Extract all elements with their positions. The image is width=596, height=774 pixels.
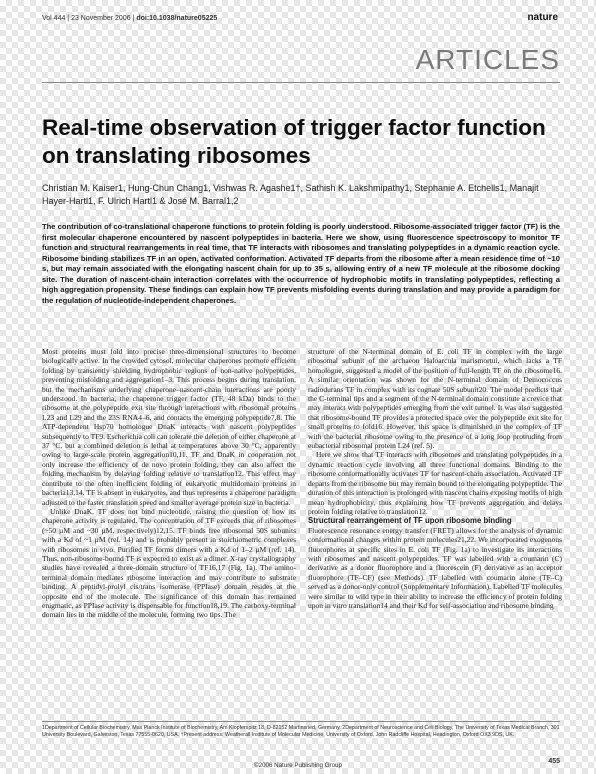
footnote-rule <box>42 721 560 722</box>
author-list: Christian M. Kaiser1, Hung-Chun Chang1, Vishwas R. Agashe1†, Sathish K. Lakshmipathy1, Stephanie A. Etchells1, Manajit Hayer-Hartl1, F. Ulrich Hartl1 & José M. Barral1,2 <box>42 183 539 206</box>
abstract: The contribution of co-translational chaperone functions to protein folding is poorly understood. Ribosome-associated trigger factor (TF) is the first molecular chaperone encountered by nascent polypeptides in bacteria. Here we show, using fluorescence spectroscopy to monitor TF function and structural rearrangements in real time, that TF interacts with ribosomes and translating polypeptides in a dynamic reaction cycle. Ribosome binding stabilizes TF in an open, activated conformation. Activated TF departs from the ribosome after a mean residence time of ~10 s, but may remain associated with the elongating nascent chain for up to 35 s, allowing entry of a new TF molecule at the ribosome docking site. The duration of nascent-chain interaction correlates with the occurrence of hydrophobic motifs in translating polypeptides, reflecting a high aggregation propensity. These findings can explain how TF prevents misfolding events during translation and may provide a paradigm for the regulation of nucleotide-independent chaperones. <box>42 222 560 305</box>
volume-text: Vol 444 | 23 November 2006 | <box>42 15 135 22</box>
section-label: ARTICLES <box>415 44 560 75</box>
section-subheading: Structural rearrangement of TF upon ribosome binding <box>308 516 512 526</box>
article-title: Real-time observation of trigger factor function on translating ribosomes <box>42 115 546 168</box>
body-column-right <box>308 347 562 717</box>
body-column-left <box>42 347 296 717</box>
paragraph: Unlike DnaK, TF does not bind nucleotide, raising the question of how its chaperone activity is regulated. The concentration of TF exceeds that of ribosomes (~50 µM and ~30 µM, respectively)12,15. TF binds free ribosomal 50S subunits with a Kd of ~1 µM (ref. 14) and is probably present in stoichiometric complexes with ribosomes in vivo. Purified TF forms dimers with a Kd of 1–2 µM (ref. 14). Thus, non-ribosome-bound TF is expected to exist as a dimer. X-ray crystallography studies have revealed a three-domain structure of TF16,17 (Fig. 1a). The amino-terminal domain mediates ribosome interaction and may contribute to substrate binding. A peptidyl-prolyl cis/trans isomerase (PPIase) domain resides at the opposite end of the molecule. The significance of this domain has remained enigmatic, as PPIase activity is dispensable for function18,19. The carboxy-terminal domain lies in the middle of the molecule, forming two tips. The <box>42 506 296 620</box>
paragraph: Fluorescence resonance energy transfer (FRET) allows for the analysis of dynamic conformational changes within protein molecules21,22. We incorporated exogenous fluorophores at specific sites in E. coli TF (Fig. 1a) to investigate its interactions with ribosomes and nascent polypeptides. TF was labelled with a coumarin (C) derivative as a donor fluorophore and a fluorescein (F) derivative as an acceptor fluorophore (TF–CF) (see Methods). TF labelled with coumarin alone (TF–C) served as a donor-only control (Supplementary Information). Labelled TF molecules were similar to wild type in their ability to increase the efficiency of protein folding upon in vitro translation14 and their Kd for self-association and ribosome binding <box>308 525 562 610</box>
paragraph: structure of the N-terminal domain of E. coli TF in complex with the large ribosomal subunit of the archaeon Haloarcula marismortui, which lacks a TF homologue, suggested a model of the position of full-length TF on the ribosome16. A similar orientation was shown for the N-terminal domain of Deinococcus radiodurans TF in complex with its cognate 50S subunit20. The model predicts that the C-terminal tips and a segment of the N-terminal domain constitute a crevice that may interact with polypeptides emerging from the exit tunnel. It was also suggested that ribosome-bound TF provides a protected space over the polypeptide exit site for small proteins to fold16. However, this space is diminished in the complex of TF with the bacterial ribosome owing to the presence of a long loop protruding from eubacterial ribosomal protein L24 (ref. 5). <box>308 347 562 451</box>
journal-name: nature <box>527 12 558 23</box>
doi-text[interactable]: doi:10.1038/nature05225 <box>136 15 218 22</box>
volume-line <box>42 15 217 22</box>
paragraph: Most proteins must fold into precise three-dimensional structures to become biologically active. In the crowded cytosol, molecular chaperones promote efficient folding by transiently shielding hydrophobic regions of non-native polypeptides, preventing misfolding and aggregation1–3. This process begins during translation, but the mechanisms underlying chaperone–nascent-chain interactions are poorly understood. In bacteria, the chaperone trigger factor (TF, 48 kDa) binds to the ribosome at the polypeptide exit site through interactions with ribosomal proteins L23 and L29 and the 23S RNA4–6, and contacts the emerging polypeptide7,8. The ATP-dependent Hsp70 homologue DnaK interacts with nascent polypeptides subsequently to TF9. Escherichia coli can tolerate the deletion of either chaperone at 37 °C, but a combined deletion is lethal at temperatures above 30 °C, apparently owing to large-scale protein aggregation10,11. TF and DnaK in cooperation not only increase the efficiency of de novo protein folding, they can also affect the folding mechanism by delaying folding relative to translation12. This effect may contribute to the often inefficient folding of eukaryotic multidomain proteins in bacteria13,14. TF is absent in eukaryotes, and thus represents a chaperone paradigm adjusted to the faster translation speed and smaller average protein size in bacteria. <box>42 347 296 507</box>
header-rule <box>42 82 560 83</box>
paragraph: Here we show that TF interacts with ribosomes and translating polypeptides in a dynamic reaction cycle involving all three functional domains. Binding to the ribosome conformationally activates TF for nascent-chain association. Activated TF departs from the ribosome but may remain bound to the elongating polypeptide. The duration of this interaction is prolonged with nascent chains exposing motifs of high mean hydrophobicity, thus explaining how TF prevents aggregation and delays protein folding relative to translation12. <box>308 450 562 516</box>
affiliations: 1Department of Cellular Biochemistry, Max Planck Institute of Biochemistry, Am Klopferspitz 18, D-82152 Martinsried, Germany. 2Department of Neuroscience and Cell Biology, The University of Texas Medical Branch, 301 University Boulevard, Galveston, Texas 77555-0620, USA. †Present address: Weatherall Institute of Molecular Medicine, University of Oxford, John Radcliffe Hospital, Headington, Oxford OX3 9DS, UK. <box>42 725 560 739</box>
copyright-notice: ©2006 Nature Publishing Group <box>254 762 342 769</box>
page-number: 455 <box>548 758 560 765</box>
